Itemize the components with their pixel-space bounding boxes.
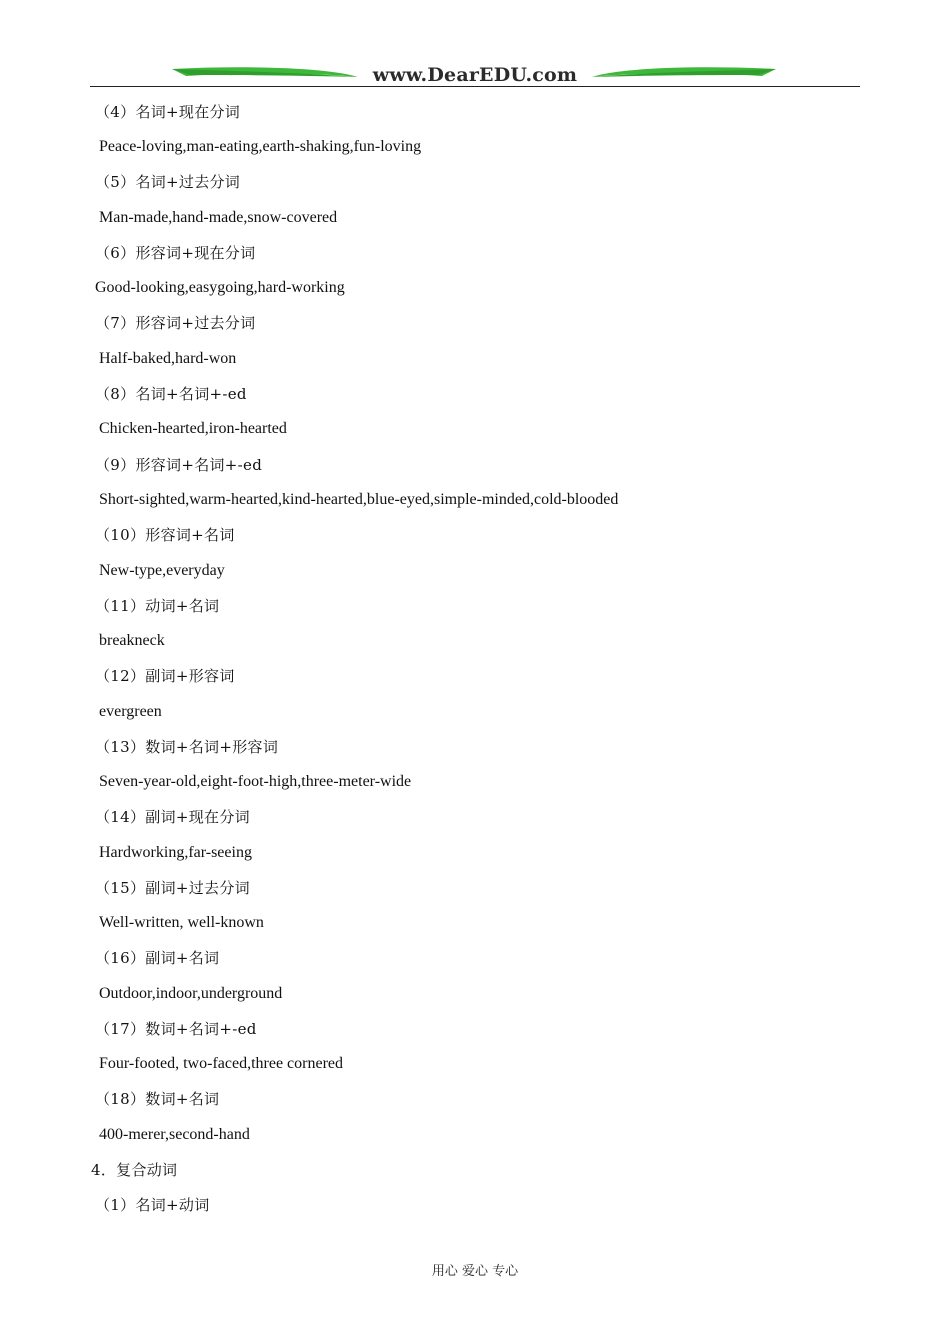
example-words: Four-footed, two-faced,three cornered	[99, 1055, 344, 1072]
section-heading: （1）名词+动词	[95, 1196, 210, 1214]
example-words: Half-baked,hard-won	[99, 350, 237, 367]
section-heading: （12）副词+形容词	[95, 667, 235, 685]
section-heading: （9）形容词+名词+-ed	[95, 456, 263, 474]
example-words: Man-made,hand-made,snow-covered	[99, 209, 338, 226]
example-words: 400-merer,second-hand	[99, 1126, 250, 1143]
example-words: Outdoor,indoor,underground	[99, 985, 283, 1002]
header-divider	[90, 86, 860, 87]
chapter-heading: 4．复合动词	[91, 1161, 178, 1179]
example-words: Seven-year-old,eight-foot-high,three-meter-wide	[99, 773, 412, 790]
example-words: Good-looking,easygoing,hard-working	[95, 279, 345, 296]
section-heading: （4）名词+现在分词	[95, 103, 241, 121]
section-heading: （18）数词+名词	[95, 1090, 220, 1108]
page-footer: 用心 爱心 专心	[431, 1264, 519, 1279]
section-heading: （17）数词+名词+-ed	[95, 1020, 257, 1038]
section-heading: （10）形容词+名词	[95, 526, 235, 544]
section-heading: （16）副词+名词	[95, 949, 220, 967]
example-words: Peace-loving,man-eating,earth-shaking,fun-loving	[99, 138, 422, 155]
example-words: Well-written, well-known	[99, 914, 264, 931]
example-words: evergreen	[99, 703, 162, 720]
example-words: Short-sighted,warm-hearted,kind-hearted,blue-eyed,simple-minded,cold-blooded	[99, 491, 619, 508]
section-heading: （5）名词+过去分词	[95, 173, 241, 191]
example-words: Hardworking,far-seeing	[99, 844, 252, 861]
example-words: Chicken-hearted,iron-hearted	[99, 420, 287, 437]
section-heading: （13）数词+名词+形容词	[95, 738, 279, 756]
section-heading: （14）副词+现在分词	[95, 808, 250, 826]
example-words: breakneck	[99, 632, 165, 649]
site-logo-text: www.DearEDU.com	[372, 64, 578, 86]
section-heading: （6）形容词+现在分词	[95, 244, 256, 262]
section-heading: （7）形容词+过去分词	[95, 314, 256, 332]
section-heading: （8）名词+名词+-ed	[95, 385, 247, 403]
example-words: New-type,everyday	[99, 562, 225, 579]
section-heading: （15）副词+过去分词	[95, 879, 250, 897]
section-heading: （11）动词+名词	[95, 597, 220, 615]
